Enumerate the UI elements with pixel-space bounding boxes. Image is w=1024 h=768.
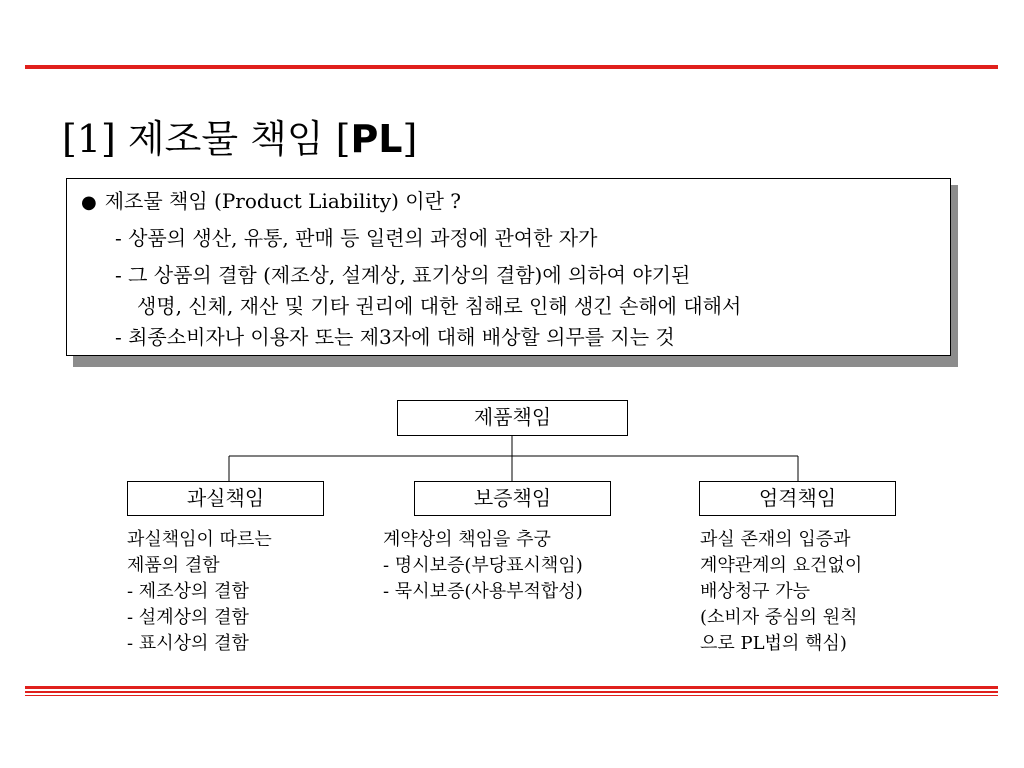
root-node-product-liability: 제품책임 — [397, 400, 628, 436]
desc-line: 과실 존재의 입증과 — [700, 529, 851, 550]
strict-description — [700, 527, 862, 657]
bottom-red-rule — [25, 695, 998, 696]
warranty-description — [383, 527, 583, 605]
desc-line: - 설계상의 결함 — [127, 607, 249, 628]
node-warranty-liability: 보증책임 — [414, 481, 611, 516]
desc-line: 과실책임이 따르는 — [127, 529, 272, 550]
desc-line: 배상청구 가능 — [700, 581, 811, 602]
node-negligence-liability: 과실책임 — [127, 481, 324, 516]
bullet-icon: ● — [81, 192, 97, 213]
desc-line: 계약관계의 요건없이 — [700, 555, 863, 576]
node-strict-liability: 엄격책임 — [699, 481, 896, 516]
desc-line: - 묵시보증(사용부적합성) — [383, 581, 583, 602]
title-main: [1] 제조물 책임 [ — [62, 117, 351, 161]
definition-line-3: 생명, 신체, 재산 및 기타 권리에 대한 침해로 인해 생긴 손해에 대해서 — [137, 294, 742, 318]
desc-line: - 명시보증(부당표시책임) — [383, 555, 583, 576]
definition-line-4: - 최종소비자나 이용자 또는 제3자에 대해 배상할 의무를 지는 것 — [115, 325, 675, 349]
title-close: ] — [402, 117, 418, 161]
definition-line-1: - 상품의 생산, 유통, 판매 등 일련의 과정에 관여한 자가 — [115, 226, 598, 250]
desc-line: 제품의 결함 — [127, 555, 220, 576]
bottom-red-rule — [25, 691, 998, 693]
desc-line: 으로 PL법의 핵심) — [700, 633, 847, 654]
desc-line: (소비자 중심의 원칙 — [700, 607, 858, 628]
desc-line: - 제조상의 결함 — [127, 581, 249, 602]
bottom-red-rule — [25, 686, 998, 689]
heading-text: 제조물 책임 (Product Liability) 이란 ? — [104, 189, 461, 213]
desc-line: 계약상의 책임을 추궁 — [383, 529, 551, 550]
negligence-description — [127, 527, 272, 657]
definition-line-2: - 그 상품의 결함 (제조상, 설계상, 표기상의 결함)에 의하여 야기된 — [115, 263, 691, 287]
title-pl: PL — [350, 117, 403, 161]
desc-line: - 표시상의 결함 — [127, 633, 249, 654]
